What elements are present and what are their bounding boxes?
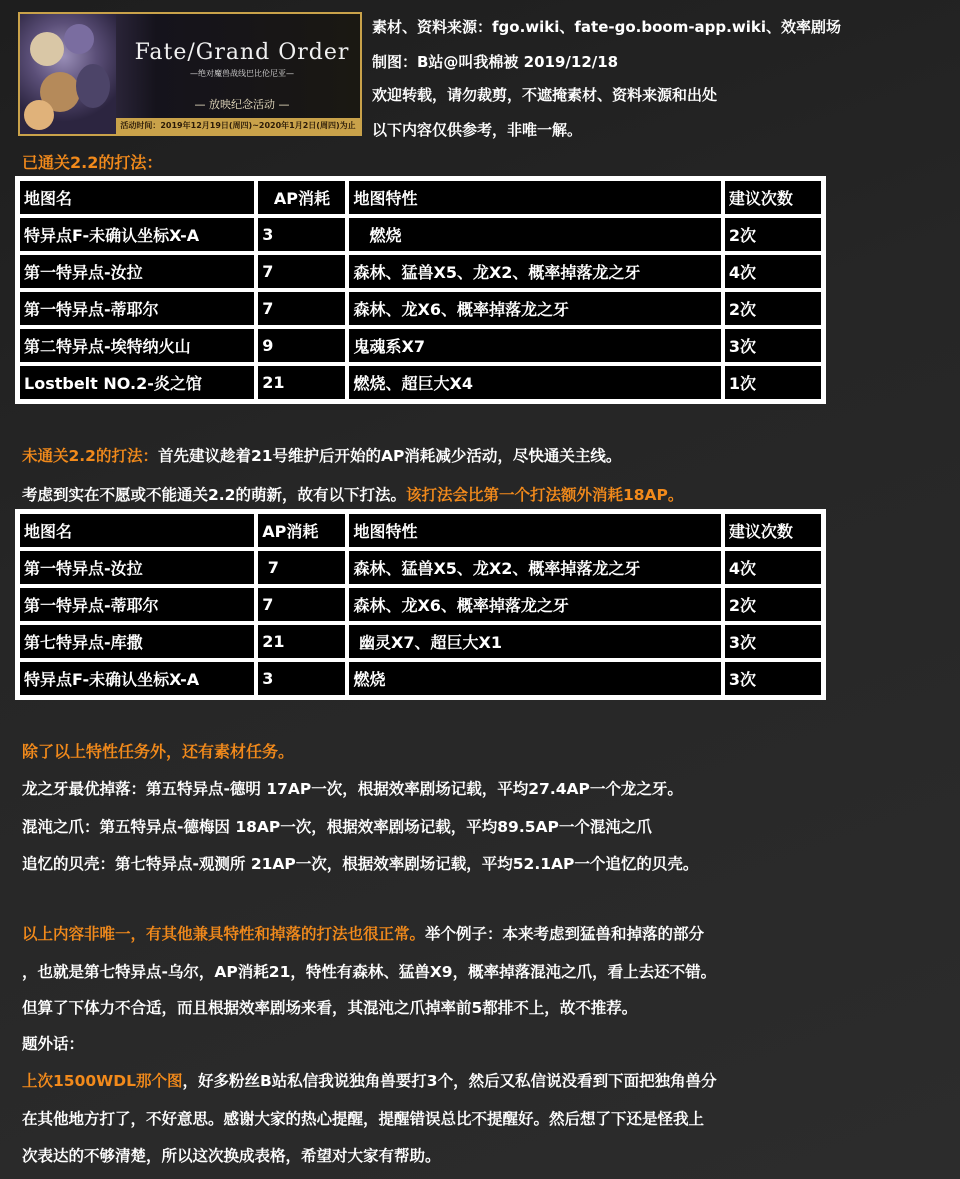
- map-traits-cell: 森林、猛兽X5、龙X2、概率掉落龙之牙: [347, 549, 722, 586]
- credit-repost-note: 欢迎转载，请勿裁剪，不遮掩素材、资料来源和出处: [372, 86, 718, 104]
- ap-cost-cell: 21: [256, 623, 347, 660]
- section2-intro-text: 首先建议趁着21号维护后开始的AP消耗减少活动，尽快通关主线。: [157, 447, 622, 465]
- map-name-cell: 第一特异点-蒂耶尔: [18, 290, 256, 327]
- material-line-dragon-fang: 龙之牙最优掉落：第五特异点-德明 17AP一次，根据效率剧场记载，平均27.4AP一个龙之牙。: [22, 780, 683, 798]
- banner-character-art: [20, 14, 116, 134]
- map-name-cell: 第一特异点-蒂耶尔: [18, 586, 256, 623]
- event-title: — 放映纪念活动 —: [194, 98, 290, 111]
- cleared-plan-table: [15, 176, 826, 404]
- fgo-logo: Fate/Grand Order: [134, 40, 350, 65]
- section2-intro-line2: [22, 483, 683, 505]
- notes-fan-feedback: ，好多粉丝B站私信我说独角兽要打3个，然后又私信说没看到下面把独角兽分: [182, 1072, 717, 1090]
- table-row: [18, 290, 823, 327]
- credit-author: 制图：B站@叫我棉被 2019/12/18: [372, 53, 619, 71]
- ap-cost-cell: 21: [256, 364, 347, 401]
- table-row: [18, 253, 823, 290]
- map-name-cell: 第一特异点-汝拉: [18, 253, 256, 290]
- table-row: [18, 586, 823, 623]
- notes-offtopic-label: 题外话：: [22, 1035, 85, 1053]
- suggested-runs-cell: 2次: [723, 216, 823, 253]
- notes-line-6: 在其他地方打了，不好意思。感谢大家的热心提醒，提醒错误总比不提醒好。然后想了下还是怪我上: [22, 1110, 705, 1128]
- table-row: [18, 623, 823, 660]
- header-suggested-runs: 建议次数: [723, 179, 823, 216]
- notes-line-2: ，也就是第七特异点-乌尔，AP消耗21，特性有森林、猛兽X9，概率掉落混沌之爪，看上去还不错。: [22, 963, 717, 981]
- suggested-runs-cell: 2次: [723, 290, 823, 327]
- materials-heading: 除了以上特性任务外，还有素材任务。: [22, 742, 295, 761]
- suggested-runs-cell: 3次: [723, 327, 823, 364]
- map-traits-cell: 燃烧: [347, 216, 722, 253]
- ap-cost-cell: 3: [256, 216, 347, 253]
- map-traits-cell: 鬼魂系X7: [347, 327, 722, 364]
- table-header-row: [18, 512, 823, 549]
- suggested-runs-cell: 4次: [723, 253, 823, 290]
- table-row: [18, 660, 823, 697]
- logo-subtitle: —绝对魔兽战线巴比伦尼亚—: [190, 69, 294, 78]
- header-map-traits: 地图特性: [347, 512, 722, 549]
- material-line-memory-shell: 追忆的贝壳：第七特异点-观测所 21AP一次，根据效率剧场记载，平均52.1AP一个追忆的贝壳。: [22, 855, 699, 873]
- suggested-runs-cell: 1次: [723, 364, 823, 401]
- credit-sources: 素材、资料来源：fgo.wiki、fate-go.boom-app.wiki、效率剧场: [372, 18, 841, 36]
- map-traits-cell: 森林、龙X6、概率掉落龙之牙: [347, 290, 722, 327]
- table-row: [18, 327, 823, 364]
- uncleared-plan-table: [15, 509, 826, 700]
- ap-cost-cell: 7: [256, 290, 347, 327]
- ap-cost-cell: 7: [256, 586, 347, 623]
- header-map-traits: 地图特性: [347, 179, 722, 216]
- section2-extra-cost-note: 该打法会比第一个打法额外消耗18AP。: [405, 486, 684, 504]
- suggested-runs-cell: 4次: [723, 549, 823, 586]
- section2-intro-line1: [22, 444, 621, 466]
- map-name-cell: 第七特异点-库撒: [18, 623, 256, 660]
- map-traits-cell: 森林、龙X6、概率掉落龙之牙: [347, 586, 722, 623]
- map-name-cell: 第一特异点-汝拉: [18, 549, 256, 586]
- notes-line-3: 但算了下体力不合适，而且根据效率剧场来看，其混沌之爪掉率前5都排不上，故不推荐。: [22, 999, 638, 1017]
- material-line-chaos-claw: 混沌之爪：第五特异点-德梅因 18AP一次，根据效率剧场记载，平均89.5AP一个混沌之爪: [22, 818, 652, 836]
- ap-cost-cell: 9: [256, 327, 347, 364]
- map-name-cell: 特异点F-未确认坐标X-A: [18, 216, 256, 253]
- map-traits-cell: 森林、猛兽X5、龙X2、概率掉落龙之牙: [347, 253, 722, 290]
- ap-cost-cell: 7: [256, 253, 347, 290]
- notes-previous-image-ref: 上次1500WDL那个图: [22, 1072, 183, 1090]
- credit-disclaimer: 以下内容仅供参考，非唯一解。: [372, 121, 583, 139]
- suggested-runs-cell: 2次: [723, 586, 823, 623]
- notes-line-7: 次表达的不够清楚，所以这次换成表格，希望对大家有帮助。: [22, 1147, 441, 1165]
- map-traits-cell: 幽灵X7、超巨大X1: [347, 623, 722, 660]
- header-suggested-runs: 建议次数: [723, 512, 823, 549]
- notes-line-5: [22, 1069, 717, 1091]
- map-name-cell: 特异点F-未确认坐标X-A: [18, 660, 256, 697]
- ap-cost-cell: 7: [256, 549, 347, 586]
- event-period: 活动时间：2019年12月19日(周四)~2020年1月2日(周四)为止: [116, 118, 360, 134]
- table-row: [18, 216, 823, 253]
- table-row: [18, 549, 823, 586]
- header-ap-cost: AP消耗: [256, 179, 347, 216]
- map-name-cell: 第二特异点-埃特纳火山: [18, 327, 256, 364]
- ap-cost-cell: 3: [256, 660, 347, 697]
- suggested-runs-cell: 3次: [723, 660, 823, 697]
- header-map-name: 地图名: [18, 512, 256, 549]
- section2-heading: 未通关2.2的打法：: [22, 447, 158, 465]
- header-ap-cost: AP消耗: [256, 512, 347, 549]
- notes-line-1: [22, 922, 704, 944]
- map-traits-cell: 燃烧: [347, 660, 722, 697]
- notes-example-text: 举个例子：本来考虑到猛兽和掉落的部分: [425, 925, 705, 943]
- suggested-runs-cell: 3次: [723, 623, 823, 660]
- notes-alternative-heading: 以上内容非唯一，有其他兼具特性和掉落的打法也很正常。: [22, 925, 426, 943]
- event-banner: [18, 12, 362, 136]
- table-row: [18, 364, 823, 401]
- section2-note: 考虑到实在不愿或不能通关2.2的萌新，故有以下打法。: [22, 486, 406, 504]
- map-traits-cell: 燃烧、超巨大X4: [347, 364, 722, 401]
- header-map-name: 地图名: [18, 179, 256, 216]
- table-header-row: [18, 179, 823, 216]
- section1-heading: 已通关2.2的打法：: [22, 153, 163, 172]
- map-name-cell: Lostbelt NO.2-炎之馆: [18, 364, 256, 401]
